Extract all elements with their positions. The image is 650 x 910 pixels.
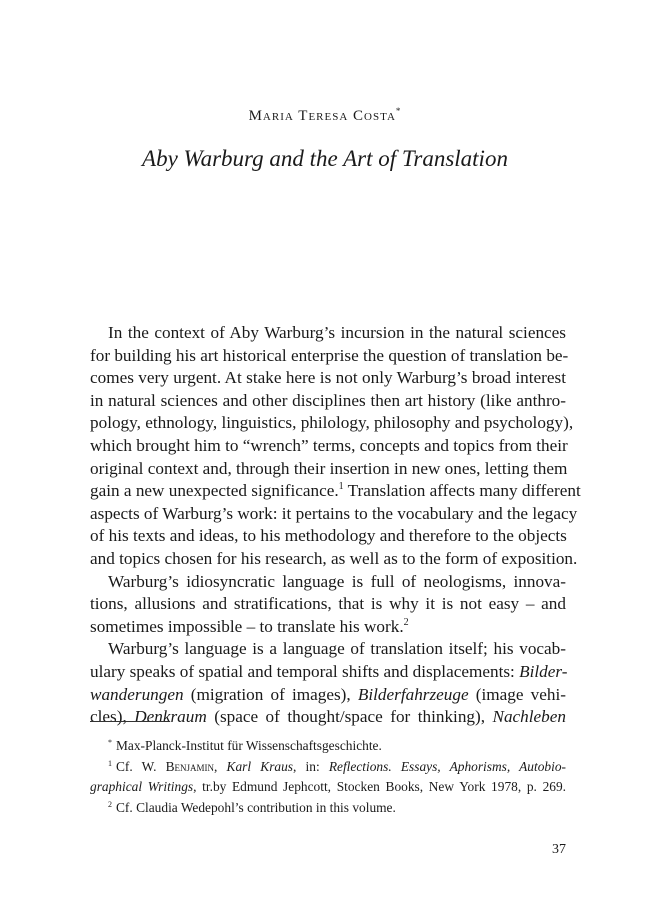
- text-line: cles), Denkraum (space of thought/space for thinking), Nachleben: [90, 707, 567, 727]
- footnote-divider: [90, 721, 170, 722]
- text-line: which brought him to “wrench” terms, concepts and topics from their: [90, 435, 568, 455]
- text-line: in natural sciences and other disciplines then art history (like anthro-: [90, 390, 566, 410]
- text-line: gain a new unexpected significance.$^1$ Translation affects many different: [90, 481, 581, 501]
- footnote-1-continued: graphical Writings, tr.by Edmund Jephcott, Stocken Books, New York 1978, p. 269.: [90, 779, 567, 794]
- footnote-ref-2[interactable]: 2: [403, 616, 409, 628]
- text-line: Warburg’s idiosyncratic language is full of neologisms, innova-: [108, 571, 566, 591]
- footnote-1: $^1$ Cf. W. Benjamin, Karl Kraus, in: Reflections. Essays, Aphorisms, Autobio-: [108, 758, 566, 774]
- text-line: and topics chosen for his research, as well as to the form of exposition.: [90, 548, 578, 568]
- text-line: Warburg’s language is a language of translation itself; his vocab-: [108, 639, 566, 659]
- text-line: original context and, through their insertion in new ones, letting them: [90, 458, 568, 478]
- author-footnote-mark: *: [395, 106, 402, 116]
- text-line: sometimes impossible – to translate his work.$^2$: [90, 616, 409, 636]
- footnote-star: * Max-Planck-Institut für Wissenschaftsgeschichte.: [108, 738, 382, 753]
- text-line: In the context of Aby Warburg’s incursion in the natural sciences: [108, 323, 566, 342]
- footnote-2: $^2$ Cf. Claudia Wedepohl’s contribution in this volume.: [108, 799, 396, 815]
- text-line: aspects of Warburg’s work: it pertains to the vocabulary and the legacy: [90, 503, 578, 523]
- text-line: wanderungen (migration of images), Bilderfahrzeuge (image vehi-: [90, 684, 566, 704]
- text-line: comes very urgent. At stake here is not only Warburg’s broad interest: [90, 368, 566, 388]
- author-name: [0, 106, 650, 125]
- footnotes: [90, 736, 566, 818]
- text-line: pology, ethnology, linguistics, philology, philosophy and psychology),: [90, 413, 574, 433]
- article-title: Aby Warburg and the Art of Translation: [142, 146, 508, 171]
- text-line: ulary speaks of spatial and temporal shifts and displacements: Bilder-: [90, 661, 568, 681]
- footnote-ref-1[interactable]: 1: [338, 481, 344, 493]
- text-line: for building his art historical enterprise the question of translation be-: [90, 345, 569, 365]
- page-number: 37: [552, 842, 566, 857]
- text-line: of his texts and ideas, to his methodology and therefore to the objects: [90, 526, 567, 546]
- author-name-text: Maria Teresa Costa: [248, 108, 396, 124]
- body-text: [90, 322, 581, 729]
- text-line: tions, allusions and stratifications, that is why it is not easy – and: [90, 594, 566, 614]
